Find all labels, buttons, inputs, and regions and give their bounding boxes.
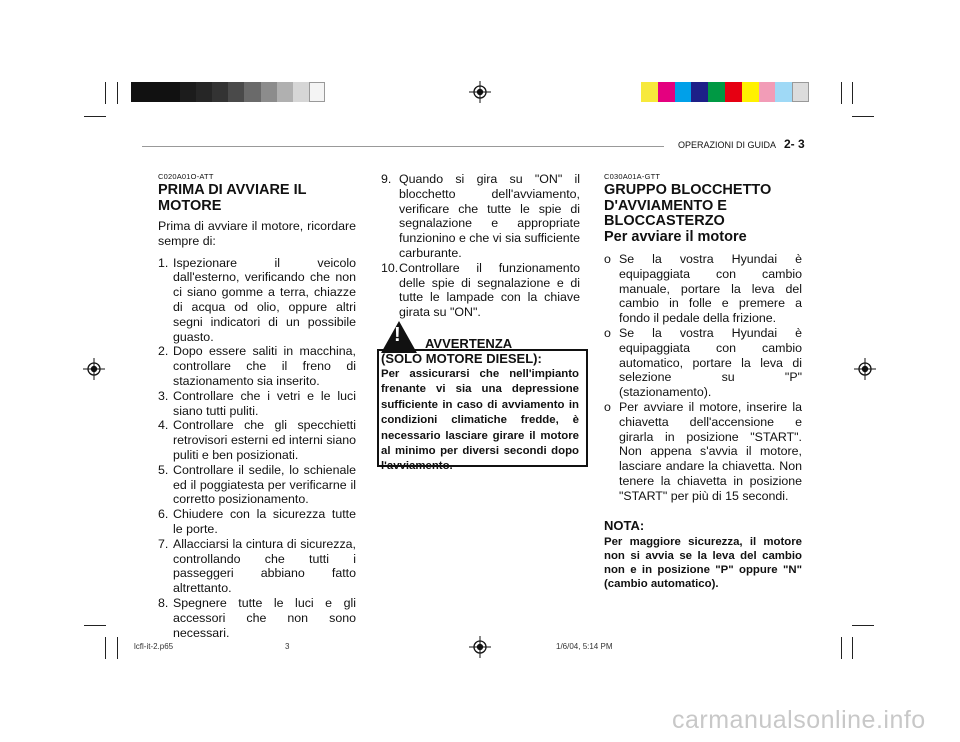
footer-timestamp: 1/6/04, 5:14 PM [556,642,613,651]
list-item [604,400,802,504]
footer-filename: lcfl-it-2.p65 [134,642,174,651]
title-line: BLOCCASTERZO [604,213,725,229]
list-item [158,507,356,537]
color-swatch [691,82,708,102]
list-item [158,537,356,596]
item-marker: 2. [158,344,169,359]
column-2 [381,172,580,320]
item-marker: 3. [158,388,169,403]
registration-mark-icon [469,81,491,103]
footer-page-number: 3 [285,642,290,651]
section-title: PRIMA DI AVVIARE IL MOTORE [158,182,307,214]
item-marker: 4. [158,418,169,433]
color-swatch [293,82,309,102]
crop-mark [841,637,842,659]
section-title [604,183,802,245]
registration-mark-icon [83,358,105,380]
list-item [381,172,580,261]
color-swatch [759,82,776,102]
item-marker: 10. [381,260,399,275]
list-item [604,326,802,400]
section-code: C030A01A-GTT [604,172,661,181]
color-swatch [658,82,675,102]
color-swatch [163,82,179,102]
item-text: Dopo essere saliti in macchina, controllare che il freno di stazionamento sia inserito. [173,344,356,388]
color-swatch [708,82,725,102]
item-text: Allacciarsi la cintura di sicurezza, controllando che tutti i passeggeri abbiano fatto altrettanto. [173,536,356,596]
color-swatch [641,82,658,102]
item-text: Controllare il sedile, lo schienale ed il poggiatesta per verificarne il corretto posizionamento. [173,462,356,507]
color-swatch [212,82,228,102]
color-swatch [775,82,792,102]
crop-mark [852,637,853,659]
item-marker: 5. [158,462,169,477]
column-3 [604,172,802,591]
running-header [678,140,776,150]
color-swatch [147,82,163,102]
crop-mark [117,82,118,104]
title-line: Per avviare il motore [604,228,747,245]
color-swatch [675,82,692,102]
item-marker: 1. [158,255,169,270]
item-text: Se la vostra Hyundai è equipaggiata con cambio automatico, portare la leva di selezione su "P" (stazionamento). [619,325,802,400]
color-swatch [261,82,277,102]
item-text: Controllare che i vetri e le luci siano tutti puliti. [173,388,356,418]
checklist [158,256,356,641]
list-item [381,261,580,320]
title-line: GRUPPO BLOCCHETTO [604,182,772,198]
item-marker: 7. [158,536,169,551]
item-marker: 6. [158,507,169,522]
bullet-list [604,252,802,504]
list-item [158,256,356,345]
registration-mark-icon [854,358,876,380]
color-swatch [792,82,809,102]
item-marker: 8. [158,595,169,610]
crop-mark [852,116,874,117]
title-line: D'AVVIAMENTO E [604,197,727,214]
watermark: carmanualsonline.info [672,706,926,734]
color-swatch [196,82,212,102]
item-text: Spegnere tutte le luci e gli accessori che non sono necessari. [173,595,356,640]
list-item [158,418,356,462]
crop-mark [105,637,106,659]
crop-mark [852,625,874,626]
list-item [158,596,356,640]
note-title: NOTA: [604,517,645,533]
registration-mark-icon [469,636,491,658]
note-text: Per maggiore sicurezza, il motore non si avvia se la leva del cambio non e in posizione "P" oppure "N" (cambio automatico). [604,535,802,590]
section-code: C020A01O-ATT [158,172,214,181]
crop-mark [84,625,106,626]
section-title: OPERAZIONI DI GUIDA [678,140,777,150]
item-text: Controllare il funzionamento delle spie di segnalazione e di tutte le lampade con la chiave girata su "ON". [399,260,580,320]
color-swatch [277,82,293,102]
crop-mark [84,116,106,117]
crop-mark [105,82,106,104]
color-swatch [180,82,196,102]
item-text: Per avviare il motore, inserire la chiavetta dell'accensione e girarla in posizione "START". Non appena s'avvia il motore, lasciare andare la chiavetta. Non tenere la chiavetta in posizione "START" per più di 15 secondi. [619,399,802,503]
color-swatch [309,82,325,102]
item-text: Quando si gira su "ON" il blocchetto dell'avviamento, verificare che tutte le spie di segnalazione e appropriate funzionino e che vi sia sufficiente carburante. [399,172,580,260]
item-text: Se la vostra Hyundai è equipaggiata con cambio manuale, portare la leva del cambio in folle e premere a fondo il pedale della frizione. [619,252,802,326]
item-text: Ispezionare il veicolo dall'esterno, verificando che non ci siano gomme a terra, chiazze di acqua od olio, oppure altri segni indicatori di un possibile guasto. [173,255,356,344]
warning-symbol: ! [394,324,401,346]
list-item [604,252,802,326]
list-item [158,389,356,419]
item-text: Chiudere con la sicurezza tutte le porte. [173,507,356,536]
header-rule [142,146,664,147]
intro-text: Prima di avviare il motore, ricordare sempre di: [158,219,356,248]
warning-text: Per assicurarsi che nell'impianto frenante vi sia una depressione sufficiente in caso di avviamento in condizioni climatiche fredde, è necessario lasciare girare il motore al minimo per diversi secondi dopo l'avviamento. [381,368,579,473]
warning-subtitle: (SOLO MOTORE DIESEL): [381,351,542,366]
page-number: 2- 3 [784,137,805,151]
list-item [158,344,356,388]
item-marker: o [604,325,611,340]
color-swatch [228,82,244,102]
column-1 [158,172,356,640]
item-marker: 9. [381,172,392,186]
item-marker: o [604,252,611,266]
crop-mark [117,637,118,659]
color-swatch [742,82,759,102]
crop-mark [852,82,853,104]
warning-title: AVVERTENZA [425,336,513,351]
crop-mark [841,82,842,104]
item-marker: o [604,399,611,414]
item-text: Controllare che gli specchietti retrovisori esterni ed interni siano puliti e ben posizionati. [173,418,356,462]
list-item [158,463,356,507]
color-swatch [725,82,742,102]
color-swatch [244,82,260,102]
checklist-continued [381,172,580,320]
color-swatch [131,82,147,102]
